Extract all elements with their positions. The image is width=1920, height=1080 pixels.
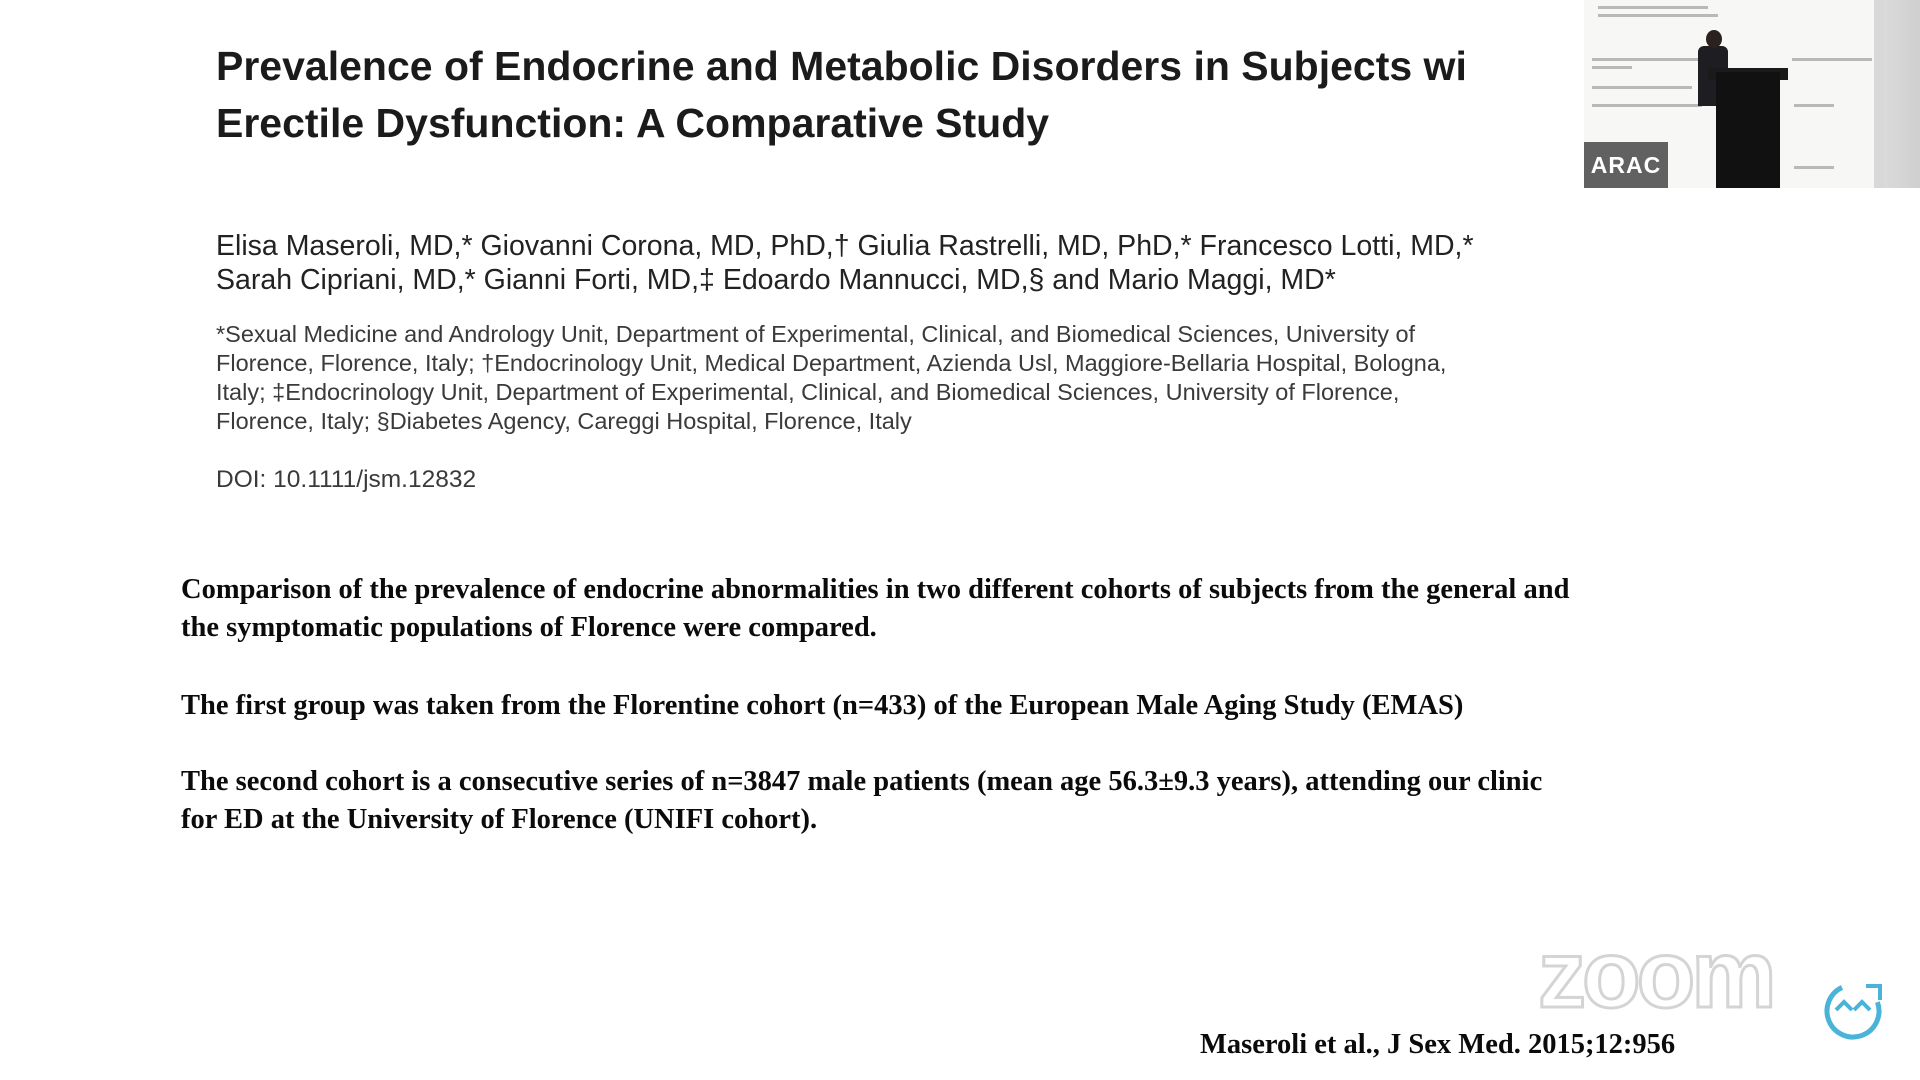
screen-text-line [1598,6,1708,9]
society-logo-icon [1822,980,1884,1042]
article-title [216,38,1596,152]
first-group-paragraph [181,687,1781,725]
authors-line-1: Elisa Maseroli, MD,* Giovanni Corona, MD, PhD,† Giulia Rastrelli, MD, PhD,* Francesco Lotti, MD,* [216,230,1474,262]
participant-name-tag: ARAC [1584,142,1668,188]
podium [1716,72,1780,188]
title-line-1: Prevalence of Endocrine and Metabolic Disorders in Subjects wi [216,43,1467,89]
screen-text-line [1792,58,1872,61]
affiliations [216,320,1636,436]
screen-text-line [1598,14,1718,17]
author-list [216,229,1656,297]
second-cohort-line-1: The second cohort is a consecutive series of n=3847 male patients (mean age 56.3±9.3 years), attending our clinic [181,766,1543,797]
screen-text-line [1592,66,1632,69]
affiliation-line-3: Italy; ‡Endocrinology Unit, Department of Experimental, Clinical, and Biomedical Sciences, University of Florence, [216,379,1400,405]
citation: Maseroli et al., J Sex Med. 2015;12:956 [1200,1029,1676,1060]
screen-text-line [1794,104,1834,107]
screen-text-line [1794,166,1834,169]
authors-line-2: Sarah Cipriani, MD,* Gianni Forti, MD,‡ Edoardo Mannucci, MD,§ and Mario Maggi, MD* [216,264,1336,296]
first-group-line: The first group was taken from the Florentine cohort (n=433) of the European Male Aging Study (EMAS) [181,690,1464,721]
screen-text-line [1592,86,1692,89]
zoom-watermark: zoom [1538,921,1773,1028]
affiliation-line-4: Florence, Italy; §Diabetes Agency, Careggi Hospital, Florence, Italy [216,408,912,434]
screen-text-line [1592,104,1702,107]
affiliation-line-1: *Sexual Medicine and Andrology Unit, Department of Experimental, Clinical, and Biomedical Sciences, University of [216,321,1416,347]
doi-text: DOI: 10.1111/jsm.12832 [216,466,477,493]
speaker-video-thumbnail[interactable] [1584,0,1920,188]
second-cohort-line-2: for ED at the University of Florence (UNIFI cohort). [181,804,818,835]
second-cohort-paragraph [181,763,1781,839]
comparison-paragraph [181,571,1781,647]
title-line-2: Erectile Dysfunction: A Comparative Study [216,100,1050,146]
speaker-head [1706,30,1722,48]
wall-pillar [1874,0,1884,188]
affiliation-line-2: Florence, Florence, Italy; †Endocrinology Unit, Medical Department, Azienda Usl, Maggiore-Bellaria Hospital, Bologna, [216,350,1447,376]
screen-text-line [1592,58,1702,61]
comparison-line-2: the symptomatic populations of Florence were compared. [181,612,877,643]
comparison-line-1: Comparison of the prevalence of endocrine abnormalities in two different cohorts of subjects from the general and [181,574,1570,605]
